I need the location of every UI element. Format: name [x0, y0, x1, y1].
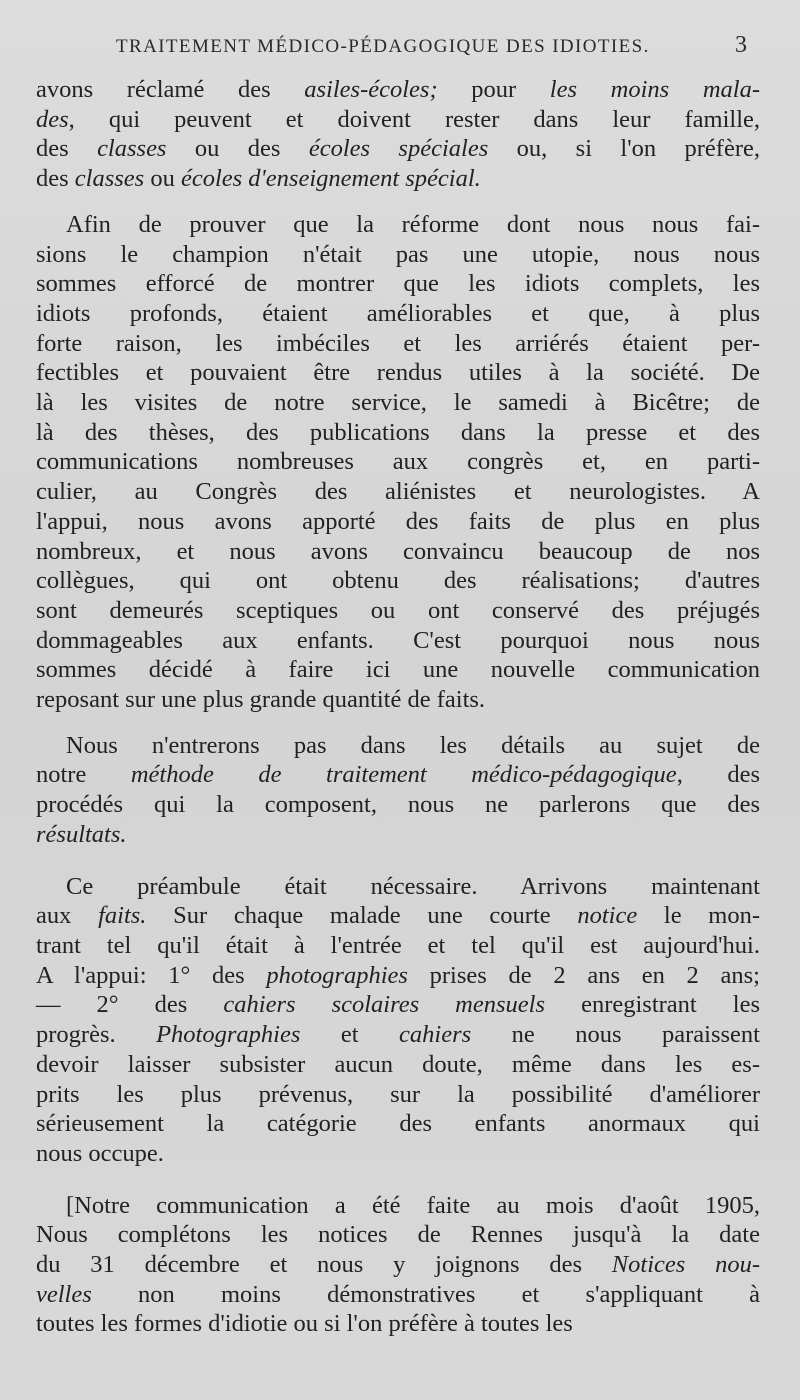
text-line: procédés qui la composent, nous ne parlerons que des	[36, 791, 760, 819]
text-line: sions le champion n'était pas une utopie, nous nous	[36, 240, 760, 268]
italic-text: Photographies	[156, 1021, 301, 1049]
text-line: nombreux, et nous avons convaincu beaucoup de nos	[36, 537, 760, 565]
text-line: Nous complétons les notices de Rennes jusqu'à la date	[36, 1221, 760, 1249]
text-line: aux faits. Sur chaque malade une courte notice le mon-	[36, 902, 761, 930]
italic-text: Notices nou-	[611, 1251, 760, 1279]
text-line: culier, au Congrès des aliénistes et neurologistes. A	[36, 478, 760, 506]
italic-text: cahiers scolaires mensuels	[223, 991, 546, 1019]
paragraph-2	[36, 210, 760, 715]
body-text	[36, 75, 760, 1339]
text-line: sommes décidé à faire ici une nouvelle communication	[36, 656, 760, 684]
text-line: devoir laisser subsister aucun doute, même dans les es-	[36, 1050, 760, 1078]
text-line: progrès. Photographies et cahiers ne nous paraissent	[36, 1021, 760, 1049]
text-line: trant tel qu'il était à l'entrée et tel qu'il est aujourd'hui.	[36, 931, 760, 959]
text-line: idiots profonds, étaient améliorables et que, à plus	[36, 299, 760, 327]
text-line: Ce préambule était nécessaire. Arrivons maintenant	[66, 872, 760, 900]
text-line: des classes ou des écoles spéciales ou, si l'on préfère,	[36, 135, 760, 163]
text-line: dommageables aux enfants. C'est pourquoi nous nous	[36, 626, 760, 654]
text-line: avons réclamé des asiles-écoles; pour les moins mala-	[36, 76, 760, 103]
italic-text: résultats.	[36, 820, 127, 848]
text-line: sommes efforcé de montrer que les idiots complets, les	[36, 270, 760, 298]
running-title: TRAITEMENT MÉDICO-PÉDAGOGIQUE DES IDIOTIES.	[116, 36, 650, 57]
italic-text: photographies	[266, 961, 408, 989]
text-line: là des thèses, des publications dans la presse et des	[36, 418, 760, 446]
italic-text: écoles spéciales	[308, 135, 489, 163]
text-line: des, qui peuvent et doivent rester dans leur famille,	[36, 105, 760, 133]
italic-text: faits.	[98, 902, 147, 930]
italic-text: classes	[74, 165, 145, 193]
text-line: prits les plus prévenus, sur la possibilité d'améliorer	[36, 1080, 760, 1108]
paragraph-3	[36, 731, 760, 850]
italic-text: cahiers	[399, 1021, 472, 1049]
text-line: communications nombreuses aux congrès et, en parti-	[36, 448, 760, 476]
text-line: Nous n'entrerons pas dans les détails au sujet de	[66, 731, 760, 759]
text-line: Afin de prouver que la réforme dont nous nous fai-	[66, 210, 760, 238]
paragraph-4	[36, 872, 760, 1169]
text-line	[36, 820, 760, 850]
text-line: [Notre communication a été faite au mois d'août 1905,	[66, 1191, 760, 1219]
text-line: sont demeurés sceptiques ou ont conservé des préjugés	[36, 596, 760, 624]
text-line: nous occupe.	[36, 1139, 164, 1167]
italic-text: velles	[36, 1280, 92, 1308]
italic-text: des	[36, 105, 69, 133]
italic-text: notice	[577, 902, 638, 930]
italic-text: classes	[97, 135, 167, 163]
paragraph-1	[36, 75, 760, 194]
text-line: velles non moins démonstratives et s'appliquant à	[36, 1280, 760, 1308]
text-line: fectibles et pouvaient être rendus utiles à la société. De	[36, 359, 760, 387]
page-number: 3	[735, 32, 747, 58]
text-line: notre méthode de traitement médico-pédagogique, des	[36, 761, 760, 789]
text-line: du 31 décembre et nous y joignons des Notices nou-	[36, 1251, 760, 1279]
text-line: reposant sur une plus grande quantité de faits.	[36, 686, 486, 714]
text-line: — 2° des cahiers scolaires mensuels enregistrant les	[36, 991, 760, 1019]
page-header	[0, 30, 800, 66]
italic-text: écoles d'enseignement spécial.	[180, 165, 481, 193]
italic-text: asiles-écoles;	[304, 76, 438, 103]
text-line: toutes les formes d'idiotie ou si l'on préfère à toutes les	[36, 1310, 573, 1338]
text-line: des classes ou écoles d'enseignement spécial.	[36, 165, 481, 193]
paragraph-5	[36, 1191, 760, 1340]
text-line: sérieusement la catégorie des enfants anormaux qui	[36, 1110, 760, 1138]
text-line: l'appui, nous avons apporté des faits de plus en plus	[36, 507, 760, 535]
text-line: forte raison, les imbéciles et les arriérés étaient per-	[36, 329, 760, 357]
text-line: là les visites de notre service, le samedi à Bicêtre; de	[36, 389, 760, 417]
text-line: collègues, qui ont obtenu des réalisations; d'autres	[36, 567, 760, 595]
italic-text: méthode de traitement médico-pédagogique	[130, 761, 677, 789]
text-line: A l'appui: 1° des photographies prises de 2 ans en 2 ans;	[36, 961, 760, 989]
italic-text: les moins mala-	[549, 76, 760, 103]
